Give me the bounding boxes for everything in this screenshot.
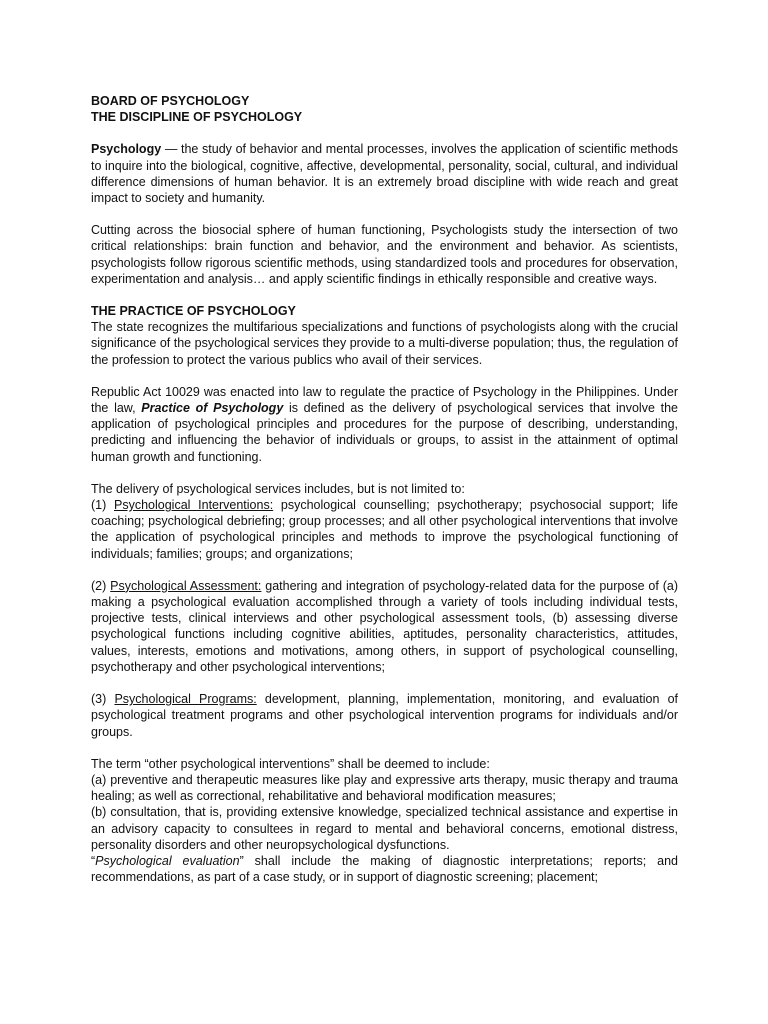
evaluation-text: ” shall include the making of diagnostic interpretations; reports; and recommendations, as part of a case study, or in support of diagnostic screening; placement;	[91, 853, 679, 885]
psychology-definition-paragraph	[91, 141, 678, 206]
services-item-3	[91, 691, 678, 740]
practice-heading: THE PRACTICE OF PSYCHOLOGY	[91, 304, 296, 319]
discipline-heading: THE DISCIPLINE OF PSYCHOLOGY	[91, 110, 303, 125]
psychological-evaluation-term: Psychological evaluation	[95, 853, 240, 868]
item-2-term: Psychological Assessment:	[110, 578, 262, 593]
item-3-text: development, planning, implementation, monitoring, and evaluation of psychological treatment programs and other psychological intervention programs for individuals and/or groups.	[91, 692, 678, 739]
other-interventions-intro: The term “other psychological interventions” shall be deemed to include:	[91, 756, 490, 771]
item-2-text: gathering and integration of psychology-related data for the purpose of (a) making a psychological evaluation accomplished through a variety of tools including individual tests, projective tests, clinical interviews and other psychological assessment tools, (b) assessing diverse psychological functions including cognitive abilities, aptitudes, personality characteristics, attitudes, values, interests, emotions and motivations, among others, in support of psychological counselling, psychotherapy and other psychological interventions;	[91, 578, 679, 674]
item-3-term: Psychological Programs:	[114, 692, 257, 707]
item-1-text: psychological counselling; psychotherapy; psychosocial support; life coaching; psychological debriefing; group processes; and all other psychological interventions that involve the application of psychological principles and methods to improve the psychological functioning of individuals; families; groups; and organizations;	[91, 498, 678, 561]
item-2-number: (2)	[91, 578, 111, 593]
psychology-term: Psychology	[91, 142, 162, 157]
psychological-evaluation-paragraph	[91, 853, 678, 885]
republic-act-text-before: Republic Act 10029 was enacted into law to regulate the practice of Psychology in the Philippines. Under the law,	[91, 384, 678, 416]
item-3-number: (3)	[91, 692, 115, 707]
republic-act-text-after: is defined as the delivery of psychological services that involve the application of psychological principles and procedures for the purpose of describing, understanding, predicting and influencing the behavior of individuals or groups, to assist in the attainment of optimal human growth and functioning.	[91, 401, 678, 464]
board-heading: BOARD OF PSYCHOLOGY	[91, 94, 250, 108]
practice-of-psychology-term: Practice of Psychology	[141, 401, 284, 416]
psychology-definition-text: — the study of behavior and mental processes, involves the application of scientific methods to inquire into the biological, cognitive, affective, developmental, personality, social, cultural, and individual difference dimensions of human behavior. It is an extremely broad discipline with wide reach and great impact to society and humanity.	[91, 142, 678, 206]
evaluation-open-quote: “	[91, 853, 96, 868]
services-item-2	[91, 578, 678, 675]
biosocial-paragraph: Cutting across the biosocial sphere of human functioning, Psychologists study the intersection of two critical relationships: brain function and behavior, and the environment and behavior. As scientists, psychologists follow rigorous scientific methods, using standardized tools and procedures for observation, experimentation and analysis… and apply scientific findings in ethically responsible and creative ways.	[91, 223, 678, 286]
republic-act-paragraph	[91, 384, 678, 465]
state-recognition-paragraph: The state recognizes the multifarious specializations and functions of psychologists along with the crucial significance of the psychological services they provide to a multi-diverse population; thus, the regulation of the profession to protect the various publics who avail of their services.	[91, 320, 678, 367]
other-interventions-a: (a) preventive and therapeutic measures like play and expressive arts therapy, music therapy and trauma healing; as well as correctional, rehabilitative and behavioral modification measures;	[91, 772, 678, 804]
document-body	[91, 93, 678, 885]
services-intro: The delivery of psychological services includes, but is not limited to:	[91, 481, 465, 496]
other-interventions-b: (b) consultation, that is, providing extensive knowledge, specialized technical assistance and expertise in an advisory capacity to consultees in regard to mental and behavioral concerns, emotional distress, personality disorders and other neuropsychological dysfunctions.	[91, 805, 678, 852]
item-1-number: (1)	[91, 498, 114, 513]
item-1-term: Psychological Interventions:	[114, 498, 274, 513]
services-item-1	[91, 497, 678, 562]
